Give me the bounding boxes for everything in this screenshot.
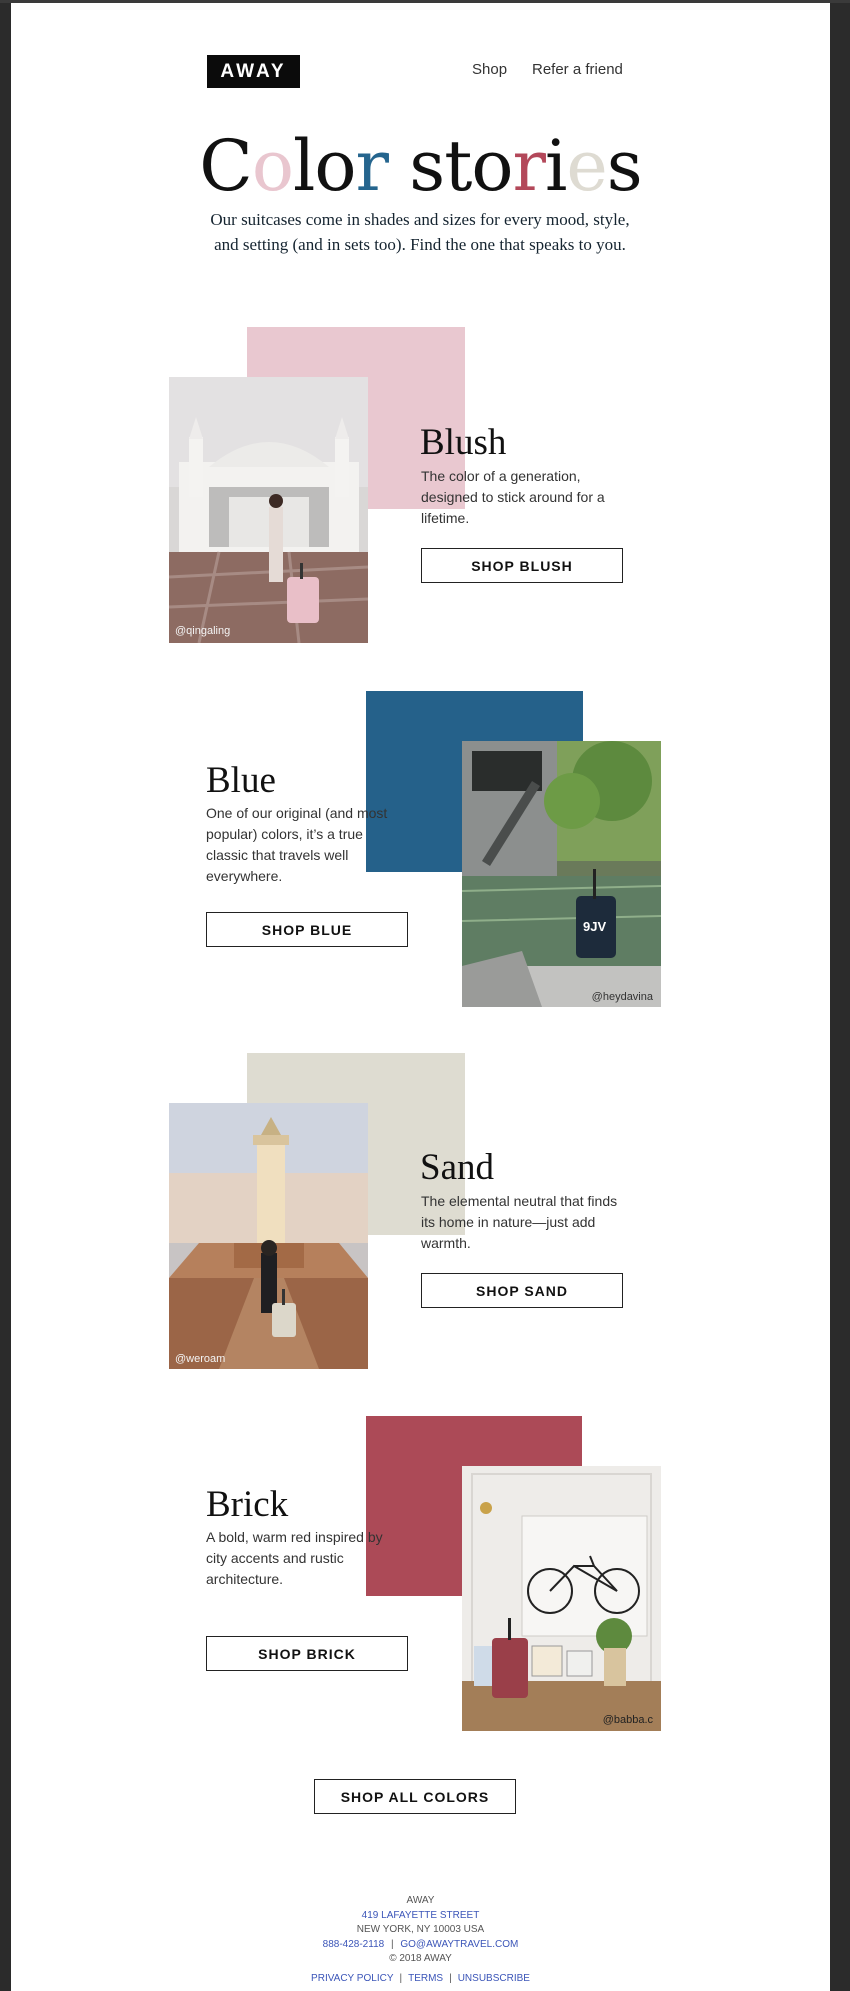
- unsubscribe-link[interactable]: UNSUBSCRIBE: [457, 1973, 530, 1984]
- footer-copyright: © 2018 AWAY: [389, 1953, 452, 1964]
- color-name-sand: Sand: [420, 1147, 494, 1188]
- shop-brick-button[interactable]: SHOP BRICK: [206, 1636, 408, 1671]
- email-body: [11, 3, 830, 1991]
- bicycle-room-image: [462, 1466, 661, 1731]
- brick-photo[interactable]: [462, 1466, 661, 1731]
- color-name-blush: Blush: [420, 422, 507, 463]
- title-letter: s: [606, 125, 642, 207]
- blush-photo[interactable]: [169, 377, 368, 643]
- terms-link[interactable]: TERMS: [408, 1973, 444, 1984]
- footer-links: [11, 1973, 830, 1984]
- footer-street-link[interactable]: 419 LAFAYETTE STREET: [361, 1910, 480, 1921]
- intro-text: Our suitcases come in shades and sizes for every mood, style, and setting (and in sets too). Find the one that speaks to you.: [210, 210, 630, 254]
- away-logo[interactable]: AWAY: [207, 55, 300, 88]
- photo-credit: @heydavina: [591, 991, 653, 1003]
- shop-blush-button[interactable]: SHOP BLUSH: [421, 548, 623, 583]
- color-desc-blush: The color of a generation, designed to stick around for a lifetime.: [421, 468, 605, 526]
- footer-separator: |: [449, 1973, 452, 1984]
- title-letter: s: [409, 125, 445, 207]
- photo-credit: @weroam: [175, 1353, 226, 1365]
- title-letter: i: [544, 125, 567, 207]
- title-letter: e: [566, 125, 607, 207]
- blue-photo[interactable]: [462, 741, 661, 1007]
- footer-contact: [11, 1939, 830, 1950]
- title-letter: l: [292, 125, 315, 207]
- title-letter: [388, 125, 409, 207]
- courtyard-image: [462, 741, 661, 1007]
- shop-all-colors-button[interactable]: SHOP ALL COLORS: [314, 1779, 516, 1814]
- page-title: [11, 125, 830, 207]
- footer-city: NEW YORK, NY 10003 USA: [356, 1924, 485, 1935]
- color-name-blue: Blue: [206, 760, 276, 801]
- temple-image: [169, 377, 368, 643]
- color-desc-blue: One of our original (and most popular) colors, it’s a true classic that travels well everywhere.: [206, 805, 388, 884]
- footer-email-link[interactable]: GO@AWAYTRAVEL.COM: [400, 1939, 519, 1950]
- title-letter: C: [199, 125, 252, 207]
- title-letter: o: [251, 125, 293, 207]
- color-name-brick: Brick: [206, 1484, 289, 1525]
- title-letter: r: [512, 125, 545, 207]
- lighthouse-image: [169, 1103, 368, 1369]
- sand-photo[interactable]: [169, 1103, 368, 1369]
- footer-company: AWAY: [406, 1895, 435, 1906]
- title-letter: t: [444, 125, 472, 207]
- footer-phone-link[interactable]: 888-428-2118: [322, 1939, 385, 1950]
- footer-separator: |: [399, 1973, 403, 1984]
- shop-sand-button[interactable]: SHOP SAND: [421, 1273, 623, 1308]
- footer-separator: |: [390, 1939, 394, 1950]
- privacy-policy-link[interactable]: PRIVACY POLICY: [311, 1973, 394, 1984]
- photo-credit: @babba.c: [602, 1714, 653, 1726]
- title-letter: o: [314, 125, 356, 207]
- luggage-monogram: 9JV: [583, 919, 607, 934]
- nav-refer-link[interactable]: Refer a friend: [532, 61, 623, 78]
- title-letter: r: [355, 125, 388, 207]
- title-letter: o: [471, 125, 513, 207]
- color-desc-sand: The elemental neutral that finds its home in nature—just add warmth.: [421, 1193, 618, 1251]
- shop-blue-button[interactable]: SHOP BLUE: [206, 912, 408, 947]
- photo-credit: @qingaling: [175, 625, 231, 637]
- color-desc-brick: A bold, warm red inspired by city accents and rustic architecture.: [206, 1529, 383, 1587]
- nav-shop-link[interactable]: Shop: [472, 61, 508, 78]
